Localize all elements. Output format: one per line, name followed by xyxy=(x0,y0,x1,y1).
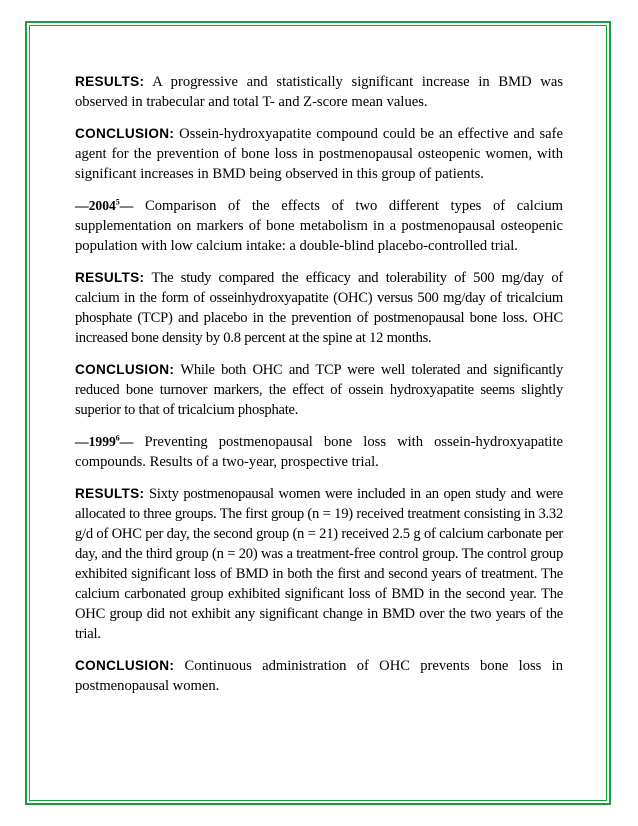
results-paragraph-3 xyxy=(75,484,563,644)
study-title-1999: Preventing postmenopausal bone loss with ossein-hydroxyapatite compounds. Results of a two-year, prospective trial. xyxy=(75,434,563,470)
conclusion-text: While both OHC and TCP were well tolerated and significantly reduced bone turnover markers, the effect of ossein hydroxyapatite seems slightly superior to that of tricalcium phosphate. xyxy=(75,362,563,418)
study-2004-paragraph xyxy=(75,196,563,256)
conclusion-paragraph-2 xyxy=(75,360,563,420)
results-label: RESULTS: xyxy=(75,74,145,89)
results-paragraph-2 xyxy=(75,268,563,348)
study-reference-2004: —2004$^5$— xyxy=(75,197,134,213)
results-text: Sixty postmenopausal women were included in an open study and were allocated to three groups. The first group (n = 19) received treatment consisting in 3.32 g/d of OHC per day, the second group (n = 21) received 2.5 g of calcium carbonate per day, and the third group (n = 20) was a treatment-free control group. The control group exhibited significant loss of BMD in both the first and second years of treatment. The calcium carbonated group exhibited significant loss of BMD in the second year. The OHC group did not exhibit any significant change in BMD over the two years of the trial. xyxy=(75,486,563,642)
conclusion-label: CONCLUSION: xyxy=(75,658,175,673)
results-text: The study compared the efficacy and tolerability of 500 mg/day of calcium in the form of osseinhydroxyapatite (OHC) versus 500 mg/day of tricalcium phosphate (TCP) and placebo in the prevention of postmenopausal bone loss. OHC increased bone density by 0.8 percent at the spine at 12 months. xyxy=(75,270,563,346)
study-reference-1999: —1999$^6$— xyxy=(75,433,134,449)
study-title-2004: Comparison of the effects of two different types of calcium supplementation on markers of bone metabolism in a postmenopausal osteopenic population with low calcium intake: a double-blind placebo-controlled trial. xyxy=(75,198,563,254)
results-text: A progressive and statistically significant increase in BMD was observed in trabecular and total T- and Z-score mean values. xyxy=(75,74,563,110)
conclusion-label: CONCLUSION: xyxy=(75,126,175,141)
conclusion-text: Continuous administration of OHC prevents bone loss in postmenopausal women. xyxy=(75,658,563,694)
document-body xyxy=(75,72,563,708)
conclusion-paragraph-3 xyxy=(75,656,563,696)
conclusion-text: Ossein-hydroxyapatite compound could be an effective and safe agent for the prevention of bone loss in postmenopausal osteopenic women, with significant increases in BMD being observed in this group of patients. xyxy=(75,126,563,182)
conclusion-paragraph-1 xyxy=(75,124,563,184)
results-paragraph-1 xyxy=(75,72,563,112)
study-1999-paragraph xyxy=(75,432,563,472)
results-label: RESULTS: xyxy=(75,486,145,501)
results-label: RESULTS: xyxy=(75,270,145,285)
conclusion-label: CONCLUSION: xyxy=(75,362,175,377)
